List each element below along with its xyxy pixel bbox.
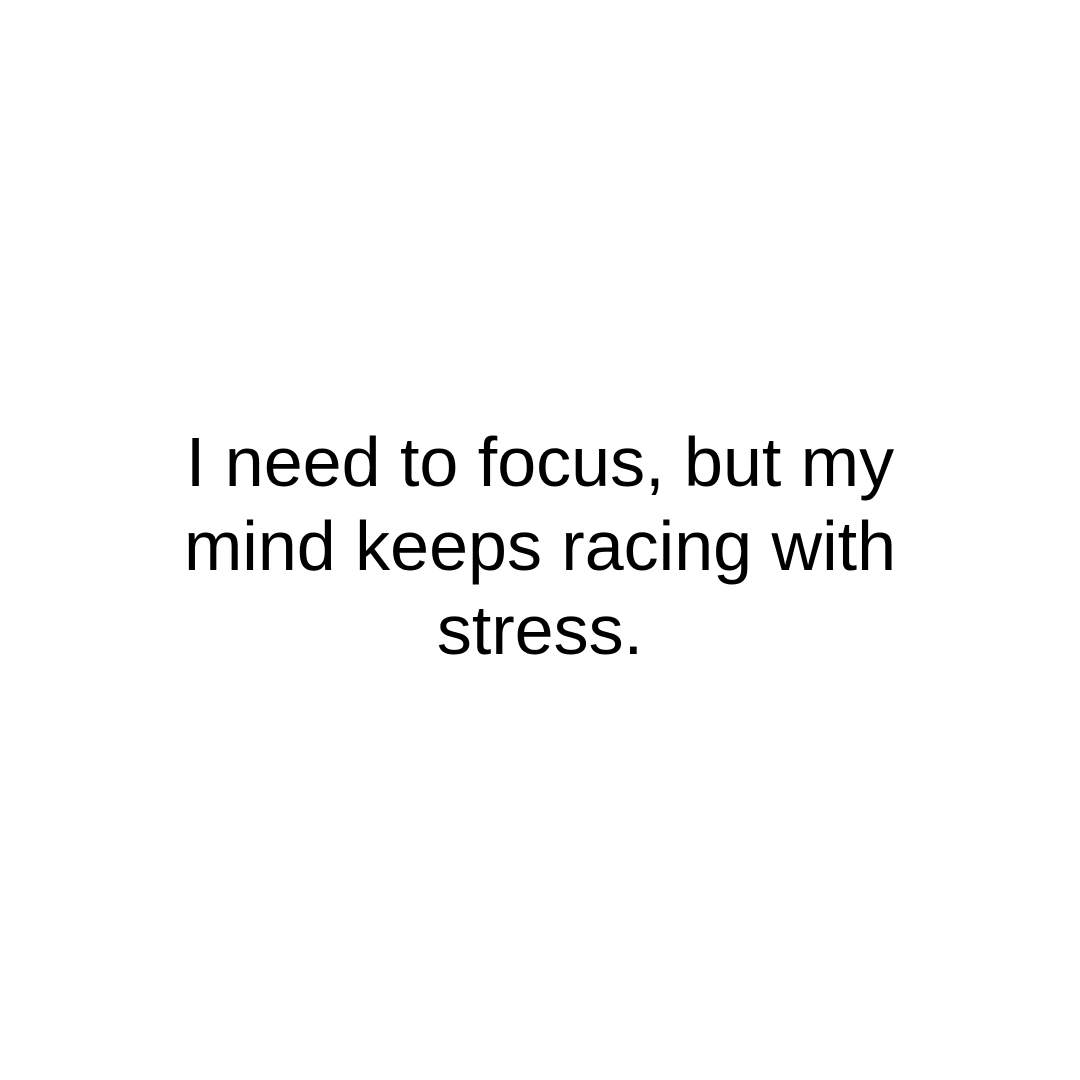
quote-line-1: I need to focus, but my — [185, 423, 895, 501]
quote-text — [140, 420, 940, 672]
quote-line-3: stress. — [436, 591, 644, 669]
quote-line-2: mind keeps racing with — [184, 507, 896, 585]
